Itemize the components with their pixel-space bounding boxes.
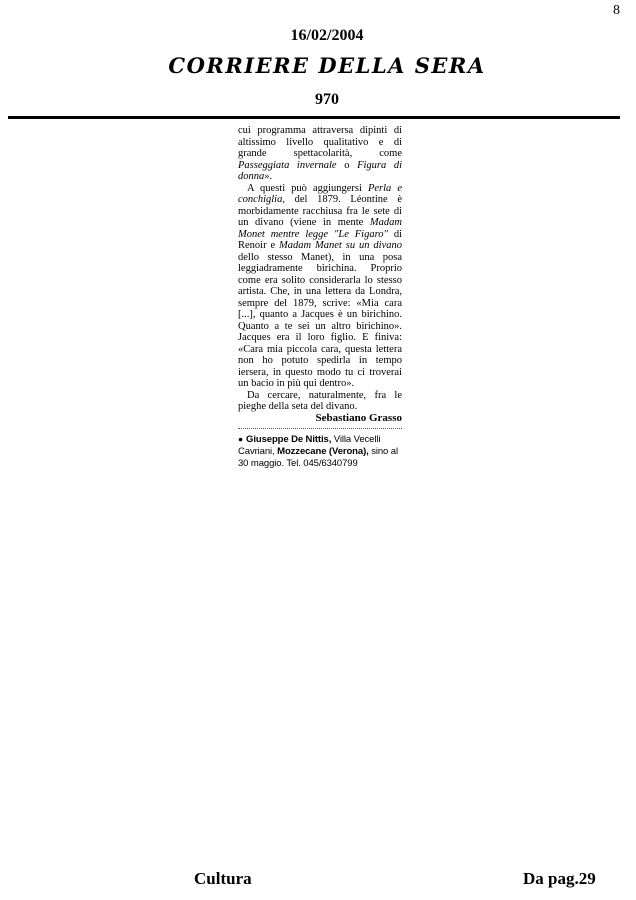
article-paragraph: cui programma attraversa dipinti di altissimo livello qualitativo e di grande spettacolarità, come Passeggiata invernale o Figura di donna». [238,125,403,182]
footer-section-label: Cultura [194,869,252,888]
byline: Sebastiano Grasso [315,411,402,424]
article-column [238,125,402,470]
article-paragraph: Da cercare, naturalmente, fra le pieghe della seta del divano. [238,389,402,412]
issue-date: 16/02/2004 [290,27,364,44]
footer-page-reference: Da pag.29 [523,869,596,888]
header-rule [8,116,620,119]
exhibition-listing [238,433,402,470]
edition-number: 970 [315,91,339,108]
page-number: 8 [613,3,620,18]
masthead-title: CORRIERE DELLA SERA [168,53,486,78]
dotted-separator [238,428,402,429]
exhibition-listing-text: Giuseppe De Nittis, Villa Vecelli Cavriani, Mozzecane (Verona), sino al 30 maggio. Tel. 045/6340799 [238,434,398,469]
bullet-icon: ● [238,434,244,444]
article-paragraph: A questi può aggiungersi Perla e conchiglia, del 1879. Léontine è morbidamente racchiusa fra le sete di un divano (viene in mente Madam Monet mentre legge "Le Figaro" di Renoir e Madam Manet su un divano dello stesso Manet), in una posa leggiadramente birichina. Proprio come era solito considerarla lo stesso artista. Che, in una lettera da Londra, sempre del 1879, scrive: «Mia cara [...], quanto a Jacques è un birichino. Quanto a te sei un altro birichino». Jacques era il loro figlio. E finiva: «Cara mia piccola cara, questa lettera non ho potuto spedirla in tempo iersera, in questo modo tu ci troverai un bacio in più qui dentro». [238,182,402,389]
